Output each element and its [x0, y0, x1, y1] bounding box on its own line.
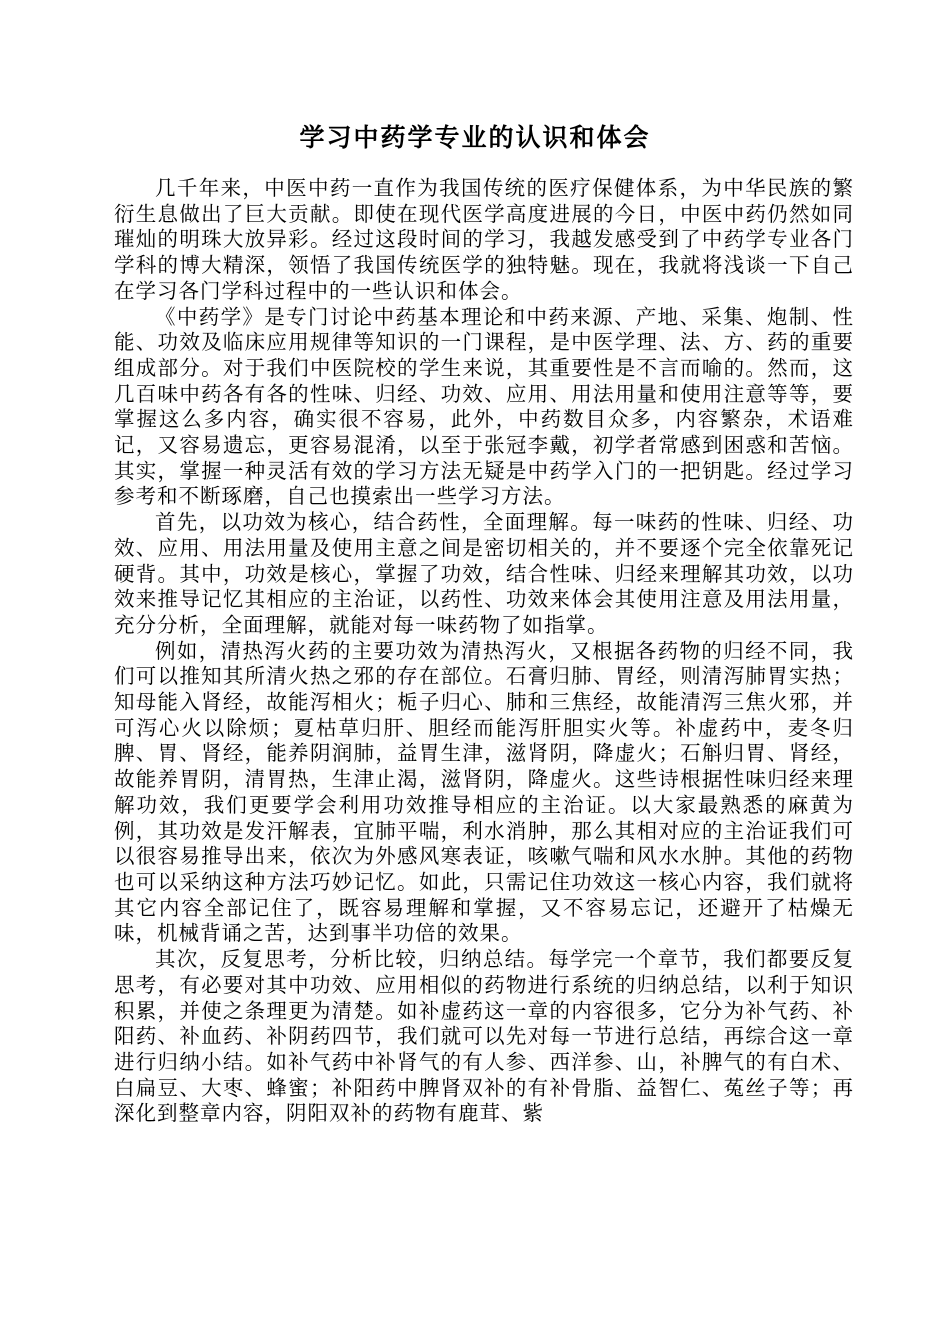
document-body [114, 176, 854, 1127]
paragraph-intro: 几千年来，中医中药一直作为我国传统的医疗保健体系，为中华民族的繁衍生息做出了巨大贡献。即使在现代医学高度进展的今日，中医中药仍然如同璀灿的明珠大放异彩。经过这段时间的学习，我越发感受到了中药学专业各门学科的博大精深，领悟了我国传统医学的独特魅。现在，我就将浅谈一下自己在学习各门学科过程中的一些认识和体会。 [114, 176, 854, 303]
paragraph-course-overview: 《中药学》是专门讨论中药基本理论和中药来源、产地、采集、炮制、性能、功效及临床应用规律等知识的一门课程，是中医学理、法、方、药的重要组成部分。对于我们中医院校的学生来说，其重要性是不言而喻的。然而，这几百味中药各有各的性味、归经、功效、应用、用法用量和使用注意等等，要掌握这么多内容，确实很不容易，此外，中药数目众多，内容繁杂，术语难记，又容易遗忘，更容易混淆，以至于张冠李戴，初学者常感到困惑和苦恼。其实，掌握一种灵活有效的学习方法无疑是中药学入门的一把钥匙。经过学习参考和不断琢磨，自己也摸索出一些学习方法。 [114, 304, 854, 509]
paragraph-method-summary: 其次，反复思考，分析比较，归纳总结。每学完一个章节，我们都要反复思考，有必要对其中功效、应用相似的药物进行系统的归纳总结，以利于知识积累，并使之条理更为清楚。如补虚药这一章的内容很多，它分为补气药、补阳药、补血药、补阴药四节，我们就可以先对每一节进行总结，再综合这一章进行归纳小结。如补气药中补肾气的有人参、西洋参、山，补脾气的有白术、白扁豆、大枣、蜂蜜；补阳药中脾肾双补的有补骨脂、益智仁、菟丝子等；再深化到整章内容，阴阳双补的药物有鹿茸、紫 [114, 947, 854, 1126]
paragraph-examples: 例如，清热泻火药的主要功效为清热泻火，又根据各药物的归经不同，我们可以推知其所清火热之邪的存在部位。石膏归肺、胃经，则清泻肺胃实热；知母能入肾经，故能泻相火；栀子归心、肺和三焦经，故能清泻三焦火邪，并可泻心火以除烦；夏枯草归肝、胆经而能泻肝胆实火等。补虚药中，麦冬归脾、胃、肾经，能养阴润肺，益胃生津，滋肾阴，降虚火；石斛归胃、肾经，故能养胃阴，清胃热，生津止渴，滋肾阴，降虚火。这些诗根据性味归经来理解功效，我们更要学会利用功效推导相应的主治证。以大家最熟悉的麻黄为例，其功效是发汗解表，宜肺平喘，利水消肿，那么其相对应的主治证我们可以很容易推导出来，依次为外感风寒表证，咳嗽气喘和风水水肿。其他的药物也可以采纳这种方法巧妙记忆。如此，只需记住功效这一核心内容，我们就将其它内容全部记住了，既容易理解和掌握，又不容易忘记，还避开了枯燥无味，机械背诵之苦，达到事半功倍的效果。 [114, 638, 854, 946]
document-title: 学习中药学专业的认识和体会 [299, 123, 651, 152]
paragraph-method-efficacy: 首先，以功效为核心，结合药性，全面理解。每一味药的性味、归经、功效、应用、用法用量及使用主意之间是密切相关的，并不要逐个完全依靠死记硬背。其中，功效是核心，掌握了功效，结合性味、归经来理解其功效，以功效来推导记忆其相应的主治证，以药性、功效来体会其使用注意及用法用量，充分分析，全面理解，就能对每一味药物了如指掌。 [114, 510, 854, 637]
